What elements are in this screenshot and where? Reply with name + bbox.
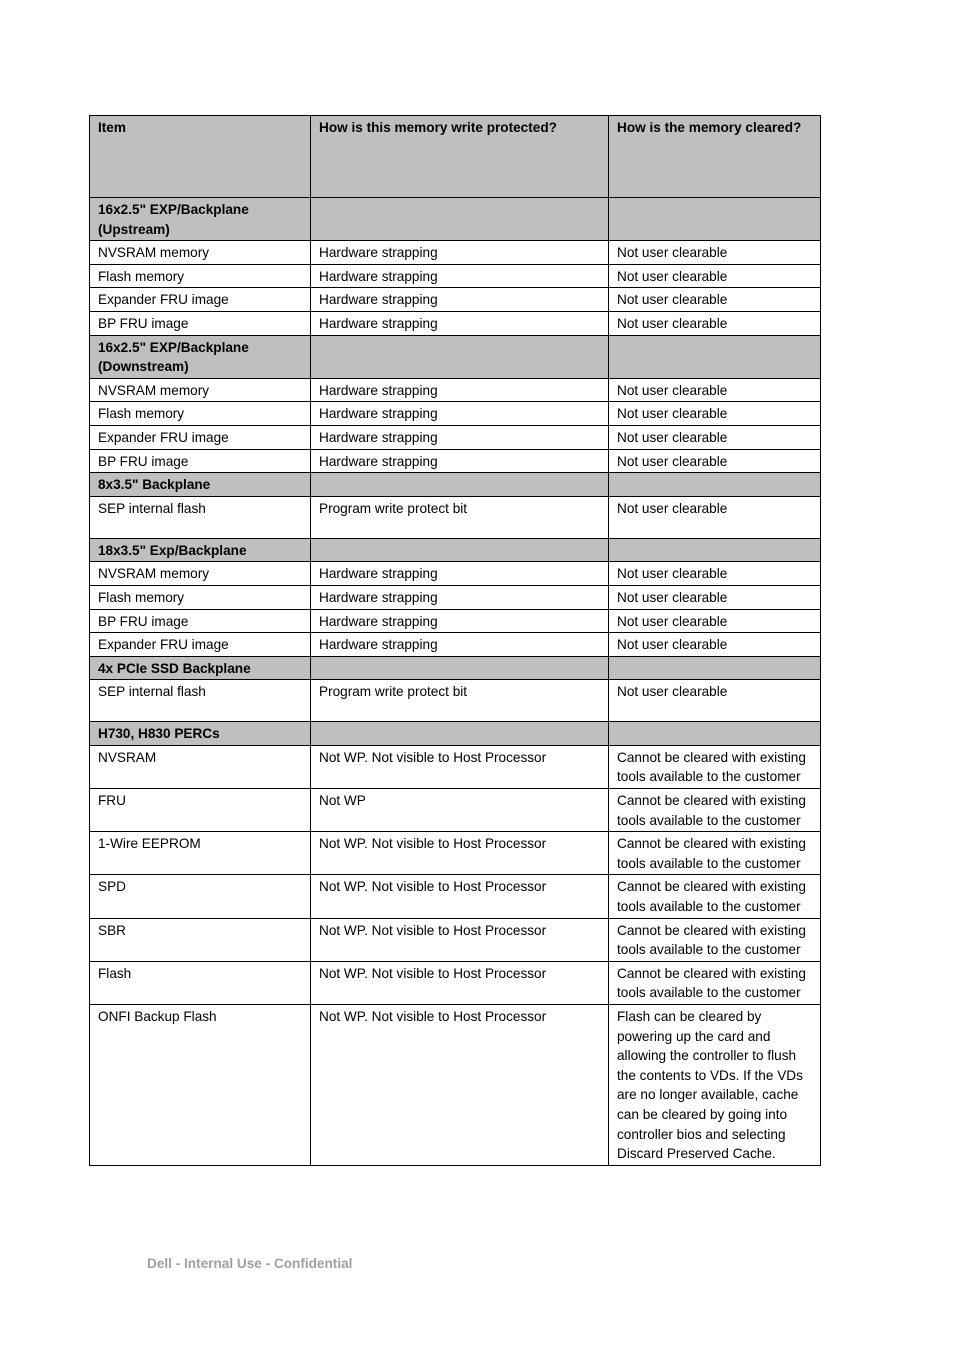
- table-row: [90, 745, 821, 788]
- table-cell: SBR: [90, 918, 311, 961]
- table-cell: Not user clearable: [609, 264, 821, 288]
- table-cell: SPD: [90, 875, 311, 918]
- section-header-row: [90, 722, 821, 746]
- table-cell: Not user clearable: [609, 288, 821, 312]
- table-row: [90, 1005, 821, 1166]
- column-header: How is this memory write protected?: [311, 116, 609, 198]
- table-cell: Hardware strapping: [311, 288, 609, 312]
- confidentiality-footer: Dell - Internal Use - Confidential: [147, 1256, 353, 1271]
- table-row: [90, 311, 821, 335]
- table-cell: Hardware strapping: [311, 633, 609, 657]
- table-cell: Flash memory: [90, 264, 311, 288]
- table-row: [90, 585, 821, 609]
- table-cell: Not WP. Not visible to Host Processor: [311, 1005, 609, 1166]
- section-header-row: [90, 538, 821, 562]
- table-cell: Hardware strapping: [311, 562, 609, 586]
- table-cell: Not user clearable: [609, 680, 821, 722]
- table-cell: Hardware strapping: [311, 264, 609, 288]
- table-cell: Cannot be cleared with existing tools available to the customer: [609, 832, 821, 875]
- table-cell: Hardware strapping: [311, 378, 609, 402]
- table-cell: Hardware strapping: [311, 311, 609, 335]
- table-cell: Expander FRU image: [90, 288, 311, 312]
- table-cell: Program write protect bit: [311, 496, 609, 538]
- memory-protection-table: [89, 115, 821, 1166]
- table-cell: BP FRU image: [90, 609, 311, 633]
- column-header: How is the memory cleared?: [609, 116, 821, 198]
- section-cell: 4x PCIe SSD Backplane: [90, 656, 311, 680]
- table-cell: Not user clearable: [609, 402, 821, 426]
- table-row: [90, 288, 821, 312]
- table-cell: Not WP. Not visible to Host Processor: [311, 832, 609, 875]
- table-cell: Expander FRU image: [90, 425, 311, 449]
- table-cell: 1-Wire EEPROM: [90, 832, 311, 875]
- table-row: [90, 449, 821, 473]
- table-cell: Cannot be cleared with existing tools available to the customer: [609, 918, 821, 961]
- table-cell: Not WP. Not visible to Host Processor: [311, 875, 609, 918]
- table-row: [90, 875, 821, 918]
- table-cell: Hardware strapping: [311, 241, 609, 265]
- table-cell: NVSRAM: [90, 745, 311, 788]
- table-cell: NVSRAM memory: [90, 241, 311, 265]
- table-row: [90, 241, 821, 265]
- table-cell: Not user clearable: [609, 562, 821, 586]
- table-cell: Not WP. Not visible to Host Processor: [311, 961, 609, 1004]
- table-cell: BP FRU image: [90, 449, 311, 473]
- table-row: [90, 633, 821, 657]
- column-header: Item: [90, 116, 311, 198]
- table-cell: Hardware strapping: [311, 449, 609, 473]
- table-row: [90, 425, 821, 449]
- table-cell: NVSRAM memory: [90, 378, 311, 402]
- table-row: [90, 496, 821, 538]
- section-header-row: [90, 198, 821, 241]
- table-cell: Hardware strapping: [311, 585, 609, 609]
- section-cell: H730, H830 PERCs: [90, 722, 311, 746]
- table-row: [90, 402, 821, 426]
- table-cell: SEP internal flash: [90, 680, 311, 722]
- table-cell: Program write protect bit: [311, 680, 609, 722]
- table-row: [90, 680, 821, 722]
- table-body: [90, 116, 821, 1166]
- section-cell: 18x3.5" Exp/Backplane: [90, 538, 311, 562]
- section-cell: [311, 198, 609, 241]
- table-cell: Expander FRU image: [90, 633, 311, 657]
- table-cell: Flash can be cleared by powering up the card and allowing the controller to flush the contents to VDs. If the VDs are no longer available, cache can be cleared by going into controller bios and selecting Discard Preserved Cache.: [609, 1005, 821, 1166]
- table-row: [90, 961, 821, 1004]
- section-cell: 8x3.5" Backplane: [90, 473, 311, 497]
- table-cell: Not user clearable: [609, 241, 821, 265]
- table-row: [90, 609, 821, 633]
- table-cell: Cannot be cleared with existing tools available to the customer: [609, 789, 821, 832]
- section-cell: [609, 656, 821, 680]
- table-cell: Not WP. Not visible to Host Processor: [311, 745, 609, 788]
- table-cell: Not user clearable: [609, 496, 821, 538]
- table-header-row: [90, 116, 821, 198]
- section-cell: 16x2.5" EXP/Backplane (Downstream): [90, 335, 311, 378]
- table-cell: Flash memory: [90, 402, 311, 426]
- section-cell: [311, 722, 609, 746]
- section-header-row: [90, 473, 821, 497]
- table-cell: Not user clearable: [609, 311, 821, 335]
- table-cell: Cannot be cleared with existing tools available to the customer: [609, 875, 821, 918]
- section-cell: [311, 335, 609, 378]
- table-cell: Flash memory: [90, 585, 311, 609]
- section-cell: [609, 198, 821, 241]
- table-row: [90, 789, 821, 832]
- table-cell: FRU: [90, 789, 311, 832]
- section-cell: [311, 473, 609, 497]
- table-cell: Not user clearable: [609, 585, 821, 609]
- section-cell: [311, 538, 609, 562]
- table-cell: Not user clearable: [609, 425, 821, 449]
- table-cell: Not WP. Not visible to Host Processor: [311, 918, 609, 961]
- section-cell: [311, 656, 609, 680]
- table-row: [90, 832, 821, 875]
- table-cell: NVSRAM memory: [90, 562, 311, 586]
- table-row: [90, 918, 821, 961]
- table-cell: Not WP: [311, 789, 609, 832]
- table-cell: SEP internal flash: [90, 496, 311, 538]
- table-cell: Not user clearable: [609, 609, 821, 633]
- table-cell: Not user clearable: [609, 633, 821, 657]
- section-cell: 16x2.5" EXP/Backplane (Upstream): [90, 198, 311, 241]
- table-row: [90, 562, 821, 586]
- section-header-row: [90, 335, 821, 378]
- table-row: [90, 378, 821, 402]
- section-cell: [609, 473, 821, 497]
- table-cell: Not user clearable: [609, 378, 821, 402]
- table-cell: ONFI Backup Flash: [90, 1005, 311, 1166]
- table-cell: Not user clearable: [609, 449, 821, 473]
- section-cell: [609, 335, 821, 378]
- table-cell: Hardware strapping: [311, 402, 609, 426]
- table-cell: BP FRU image: [90, 311, 311, 335]
- section-cell: [609, 722, 821, 746]
- section-cell: [609, 538, 821, 562]
- section-header-row: [90, 656, 821, 680]
- table-cell: Flash: [90, 961, 311, 1004]
- table-row: [90, 264, 821, 288]
- table-cell: Cannot be cleared with existing tools available to the customer: [609, 961, 821, 1004]
- table-cell: Hardware strapping: [311, 609, 609, 633]
- table-cell: Cannot be cleared with existing tools available to the customer: [609, 745, 821, 788]
- table-cell: Hardware strapping: [311, 425, 609, 449]
